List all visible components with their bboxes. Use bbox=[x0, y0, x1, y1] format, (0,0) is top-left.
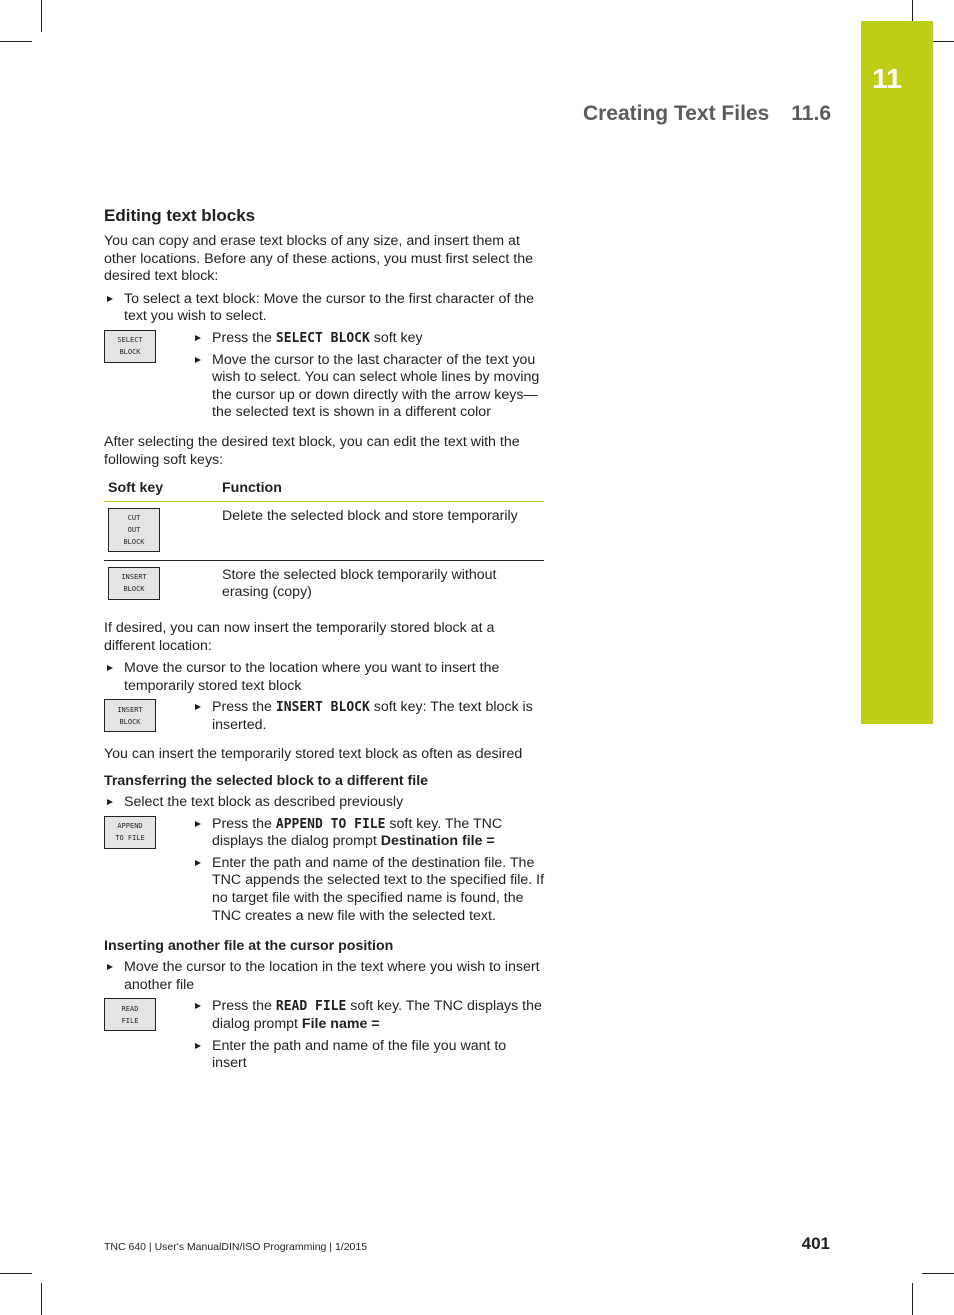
table-row bbox=[104, 560, 544, 610]
step-text: soft key. The TNC displays the dialog prompt bbox=[212, 815, 503, 850]
softkey-line: CUT bbox=[127, 513, 141, 522]
section-number: 11.6 bbox=[791, 102, 831, 125]
softkey-line: INSERT bbox=[117, 705, 143, 714]
select-block-softkey[interactable] bbox=[104, 330, 156, 363]
table-header-function: Function bbox=[218, 475, 544, 501]
step-text: soft key. The TNC displays the dialog prompt bbox=[212, 998, 542, 1032]
softkey-line: APPEND bbox=[117, 822, 143, 831]
softkey-line: BLOCK bbox=[123, 585, 145, 594]
dialog-prompt: File name = bbox=[301, 1016, 380, 1032]
bullet-transfer: Select the text block as described previously bbox=[104, 794, 544, 812]
insert-block-softkey[interactable] bbox=[108, 567, 160, 600]
insert-block-steps bbox=[104, 699, 544, 738]
bullet-insert: Move the cursor to the location where you want to insert the temporarily stored text block bbox=[104, 660, 544, 695]
read-file-softkey[interactable] bbox=[104, 998, 156, 1031]
step-text: Press the bbox=[212, 329, 276, 346]
softkey-line: INSERT bbox=[121, 573, 147, 582]
chapter-number: 11 bbox=[872, 63, 902, 94]
step-keyword: INSERT BLOCK bbox=[275, 700, 370, 716]
insert-intro-paragraph: If desired, you can now insert the temporarily stored block at a different location: bbox=[104, 619, 495, 654]
step-move-cursor: Move the cursor to the last character of the text you wish to select. You can select whole lines by moving the cursor up or down directly with the arrow keys—the selected text is shown in a different color bbox=[192, 352, 544, 422]
section-title: Editing text blocks bbox=[104, 206, 256, 225]
step-keyword: APPEND TO FILE bbox=[275, 816, 386, 832]
step-enter-file: Enter the path and name of the file you want to insert bbox=[192, 1038, 544, 1073]
softkey-line: SELECT bbox=[117, 336, 143, 345]
step-text: soft key: The text block is inserted. bbox=[212, 699, 533, 733]
page-content bbox=[104, 205, 544, 1085]
step-press-read bbox=[192, 998, 544, 1033]
insert-note: You can insert the temporarily stored text block as often as desired bbox=[104, 746, 523, 763]
read-file-steps bbox=[104, 998, 544, 1076]
softkey-line: BLOCK bbox=[119, 717, 141, 726]
append-to-file-softkey[interactable] bbox=[104, 816, 156, 849]
step-text: Press the bbox=[212, 998, 276, 1015]
softkey-line: BLOCK bbox=[119, 348, 141, 357]
intro-paragraph: You can copy and erase text blocks of any size, and insert them at other locations. Before any of these actions, you must first select the desired text block: bbox=[104, 233, 533, 285]
step-press-insert bbox=[192, 699, 544, 734]
softkey-table bbox=[104, 475, 544, 610]
subsection-title-insert-file: Inserting another file at the cursor position bbox=[104, 938, 394, 955]
subsection-title-transfer: Transferring the selected block to a different file bbox=[104, 773, 429, 790]
append-steps bbox=[104, 816, 544, 930]
cut-out-block-softkey[interactable] bbox=[108, 508, 160, 552]
table-cell-function: Delete the selected block and store temporarily bbox=[218, 501, 544, 560]
crop-mark bbox=[922, 1273, 954, 1274]
footer-text: TNC 640 | User's ManualDIN/ISO Programming | 1/2015 bbox=[104, 1241, 368, 1253]
step-press-append bbox=[192, 816, 544, 851]
table-header-softkey: Soft key bbox=[104, 475, 218, 501]
step-keyword: READ FILE bbox=[275, 999, 347, 1015]
dialog-prompt: Destination file = bbox=[380, 833, 495, 850]
step-text: Press the bbox=[212, 815, 276, 832]
crop-mark bbox=[41, 1283, 42, 1315]
step-enter-destination: Enter the path and name of the destination file. The TNC appends the selected text to the specified file. If no target file with the specified name is found, the TNC creates a new file with the selected text. bbox=[192, 855, 544, 925]
bullet-select: To select a text block: Move the cursor to the first character of the text you wish to select. bbox=[104, 291, 544, 326]
step-text: soft key bbox=[369, 329, 423, 346]
after-select-paragraph: After selecting the desired text block, you can edit the text with the following soft keys: bbox=[104, 433, 520, 468]
running-title: Creating Text Files bbox=[582, 102, 770, 125]
running-header bbox=[583, 102, 831, 126]
bullet-insert-file: Move the cursor to the location in the text where you wish to insert another file bbox=[104, 959, 544, 994]
step-keyword: SELECT BLOCK bbox=[275, 330, 370, 346]
select-block-steps bbox=[104, 330, 544, 426]
crop-mark bbox=[0, 41, 32, 42]
step-text: Press the bbox=[212, 699, 276, 716]
softkey-line: READ bbox=[121, 1004, 139, 1013]
insert-block-softkey[interactable] bbox=[104, 699, 156, 732]
crop-mark bbox=[912, 1283, 913, 1315]
step-press-select bbox=[192, 330, 544, 348]
crop-mark bbox=[0, 1273, 32, 1274]
page-number: 401 bbox=[801, 1234, 830, 1253]
table-cell-function: Store the selected block temporarily without erasing (copy) bbox=[222, 566, 497, 601]
softkey-line: BLOCK bbox=[123, 537, 145, 546]
softkey-line: TO FILE bbox=[115, 834, 145, 843]
table-row bbox=[104, 501, 544, 560]
chapter-tab bbox=[861, 21, 933, 724]
softkey-line: FILE bbox=[121, 1016, 139, 1025]
crop-mark bbox=[41, 0, 42, 32]
softkey-line: OUT bbox=[127, 525, 141, 534]
